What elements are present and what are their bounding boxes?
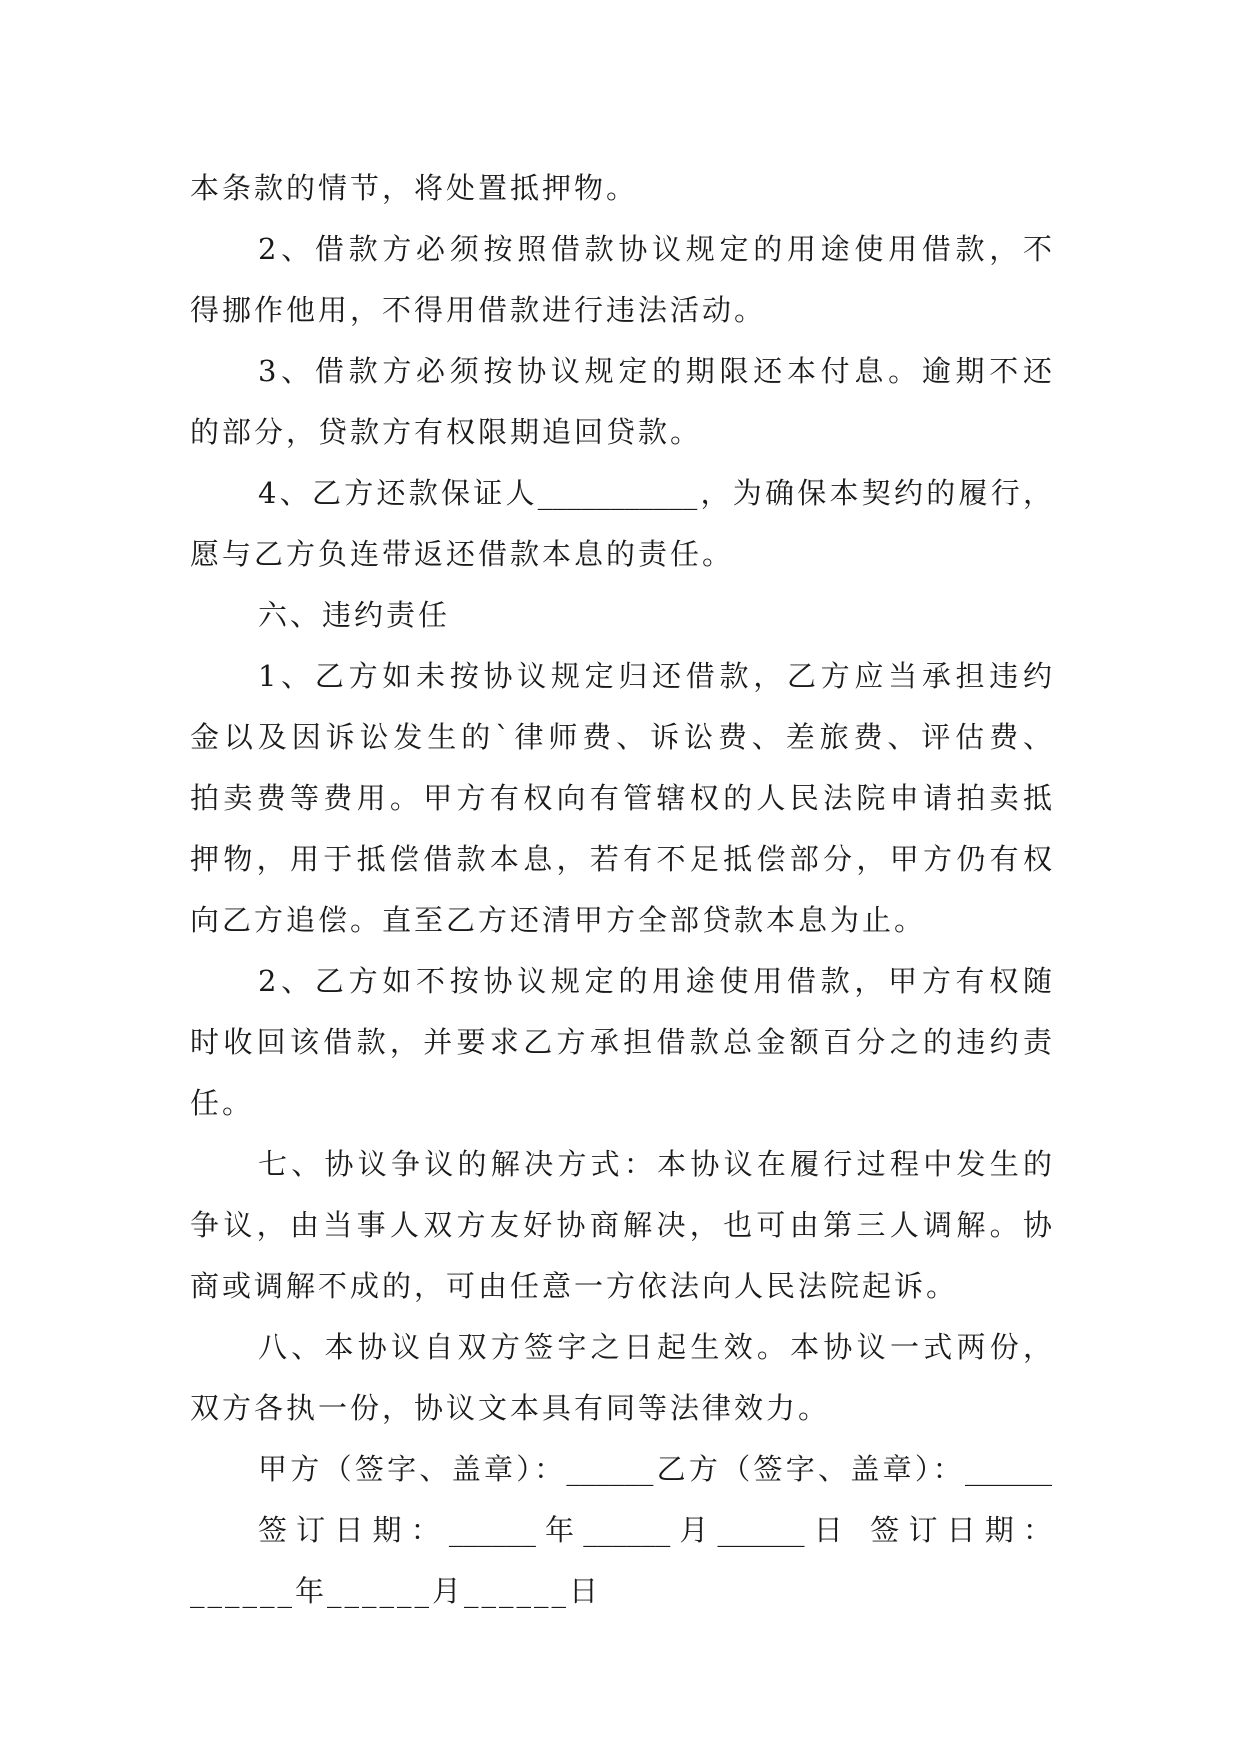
text-line: 金以及因诉讼发生的`律师费、诉讼费、差旅费、评估费、 <box>190 720 1052 754</box>
text-line: 3、借款方必须按协议规定的期限还本付息。逾期不还 <box>258 354 1052 388</box>
text-line: 向乙方追偿。直至乙方还清甲方全部贷款本息为止。 <box>190 903 927 937</box>
text-line: 商或调解不成的，可由任意一方依法向人民法院起诉。 <box>190 1269 959 1303</box>
text-line: 双方各执一份，协议文本具有同等法律效力。 <box>190 1391 831 1425</box>
text-line: 1、乙方如未按协议规定归还借款，乙方应当承担违约 <box>258 659 1052 693</box>
text-line: 愿与乙方负连带返还借款本息的责任。 <box>190 537 735 571</box>
text-line: 2、乙方如不按协议规定的用途使用借款，甲方有权随 <box>258 964 1052 998</box>
text-line: 时收回该借款，并要求乙方承担借款总金额百分之的违约责 <box>190 1025 1052 1059</box>
text-line: 4、乙方还款保证人___________，为确保本契约的履行， <box>258 476 1052 510</box>
text-line: 拍卖费等费用。甲方有权向有管辖权的人民法院申请拍卖抵 <box>190 781 1052 815</box>
text-line: 押物，用于抵偿借款本息，若有不足抵偿部分，甲方仍有权 <box>190 842 1052 876</box>
text-line: 七、协议争议的解决方式：本协议在履行过程中发生的 <box>258 1147 1052 1181</box>
sign-date-line: ______年______月______日 <box>190 1574 602 1608</box>
document-body <box>190 158 1052 1622</box>
text-line: 任。 <box>190 1086 255 1120</box>
sign-date-line: 签订日期：______年______月______日 签订日期： <box>258 1513 1052 1547</box>
text-line: 的部分，贷款方有权限期追回贷款。 <box>190 415 703 449</box>
signature-line: 甲方（签字、盖章）：______乙方（签字、盖章）：______ <box>258 1452 1052 1486</box>
text-line: 八、本协议自双方签字之日起生效。本协议一式两份， <box>258 1330 1052 1364</box>
text-line: 本条款的情节，将处置抵押物。 <box>190 171 639 205</box>
text-line: 2、借款方必须按照借款协议规定的用途使用借款，不 <box>258 232 1052 266</box>
text-line: 得挪作他用，不得用借款进行违法活动。 <box>190 293 767 327</box>
section-heading: 六、违约责任 <box>258 598 451 632</box>
text-line: 争议，由当事人双方友好协商解决，也可由第三人调解。协 <box>190 1208 1052 1242</box>
